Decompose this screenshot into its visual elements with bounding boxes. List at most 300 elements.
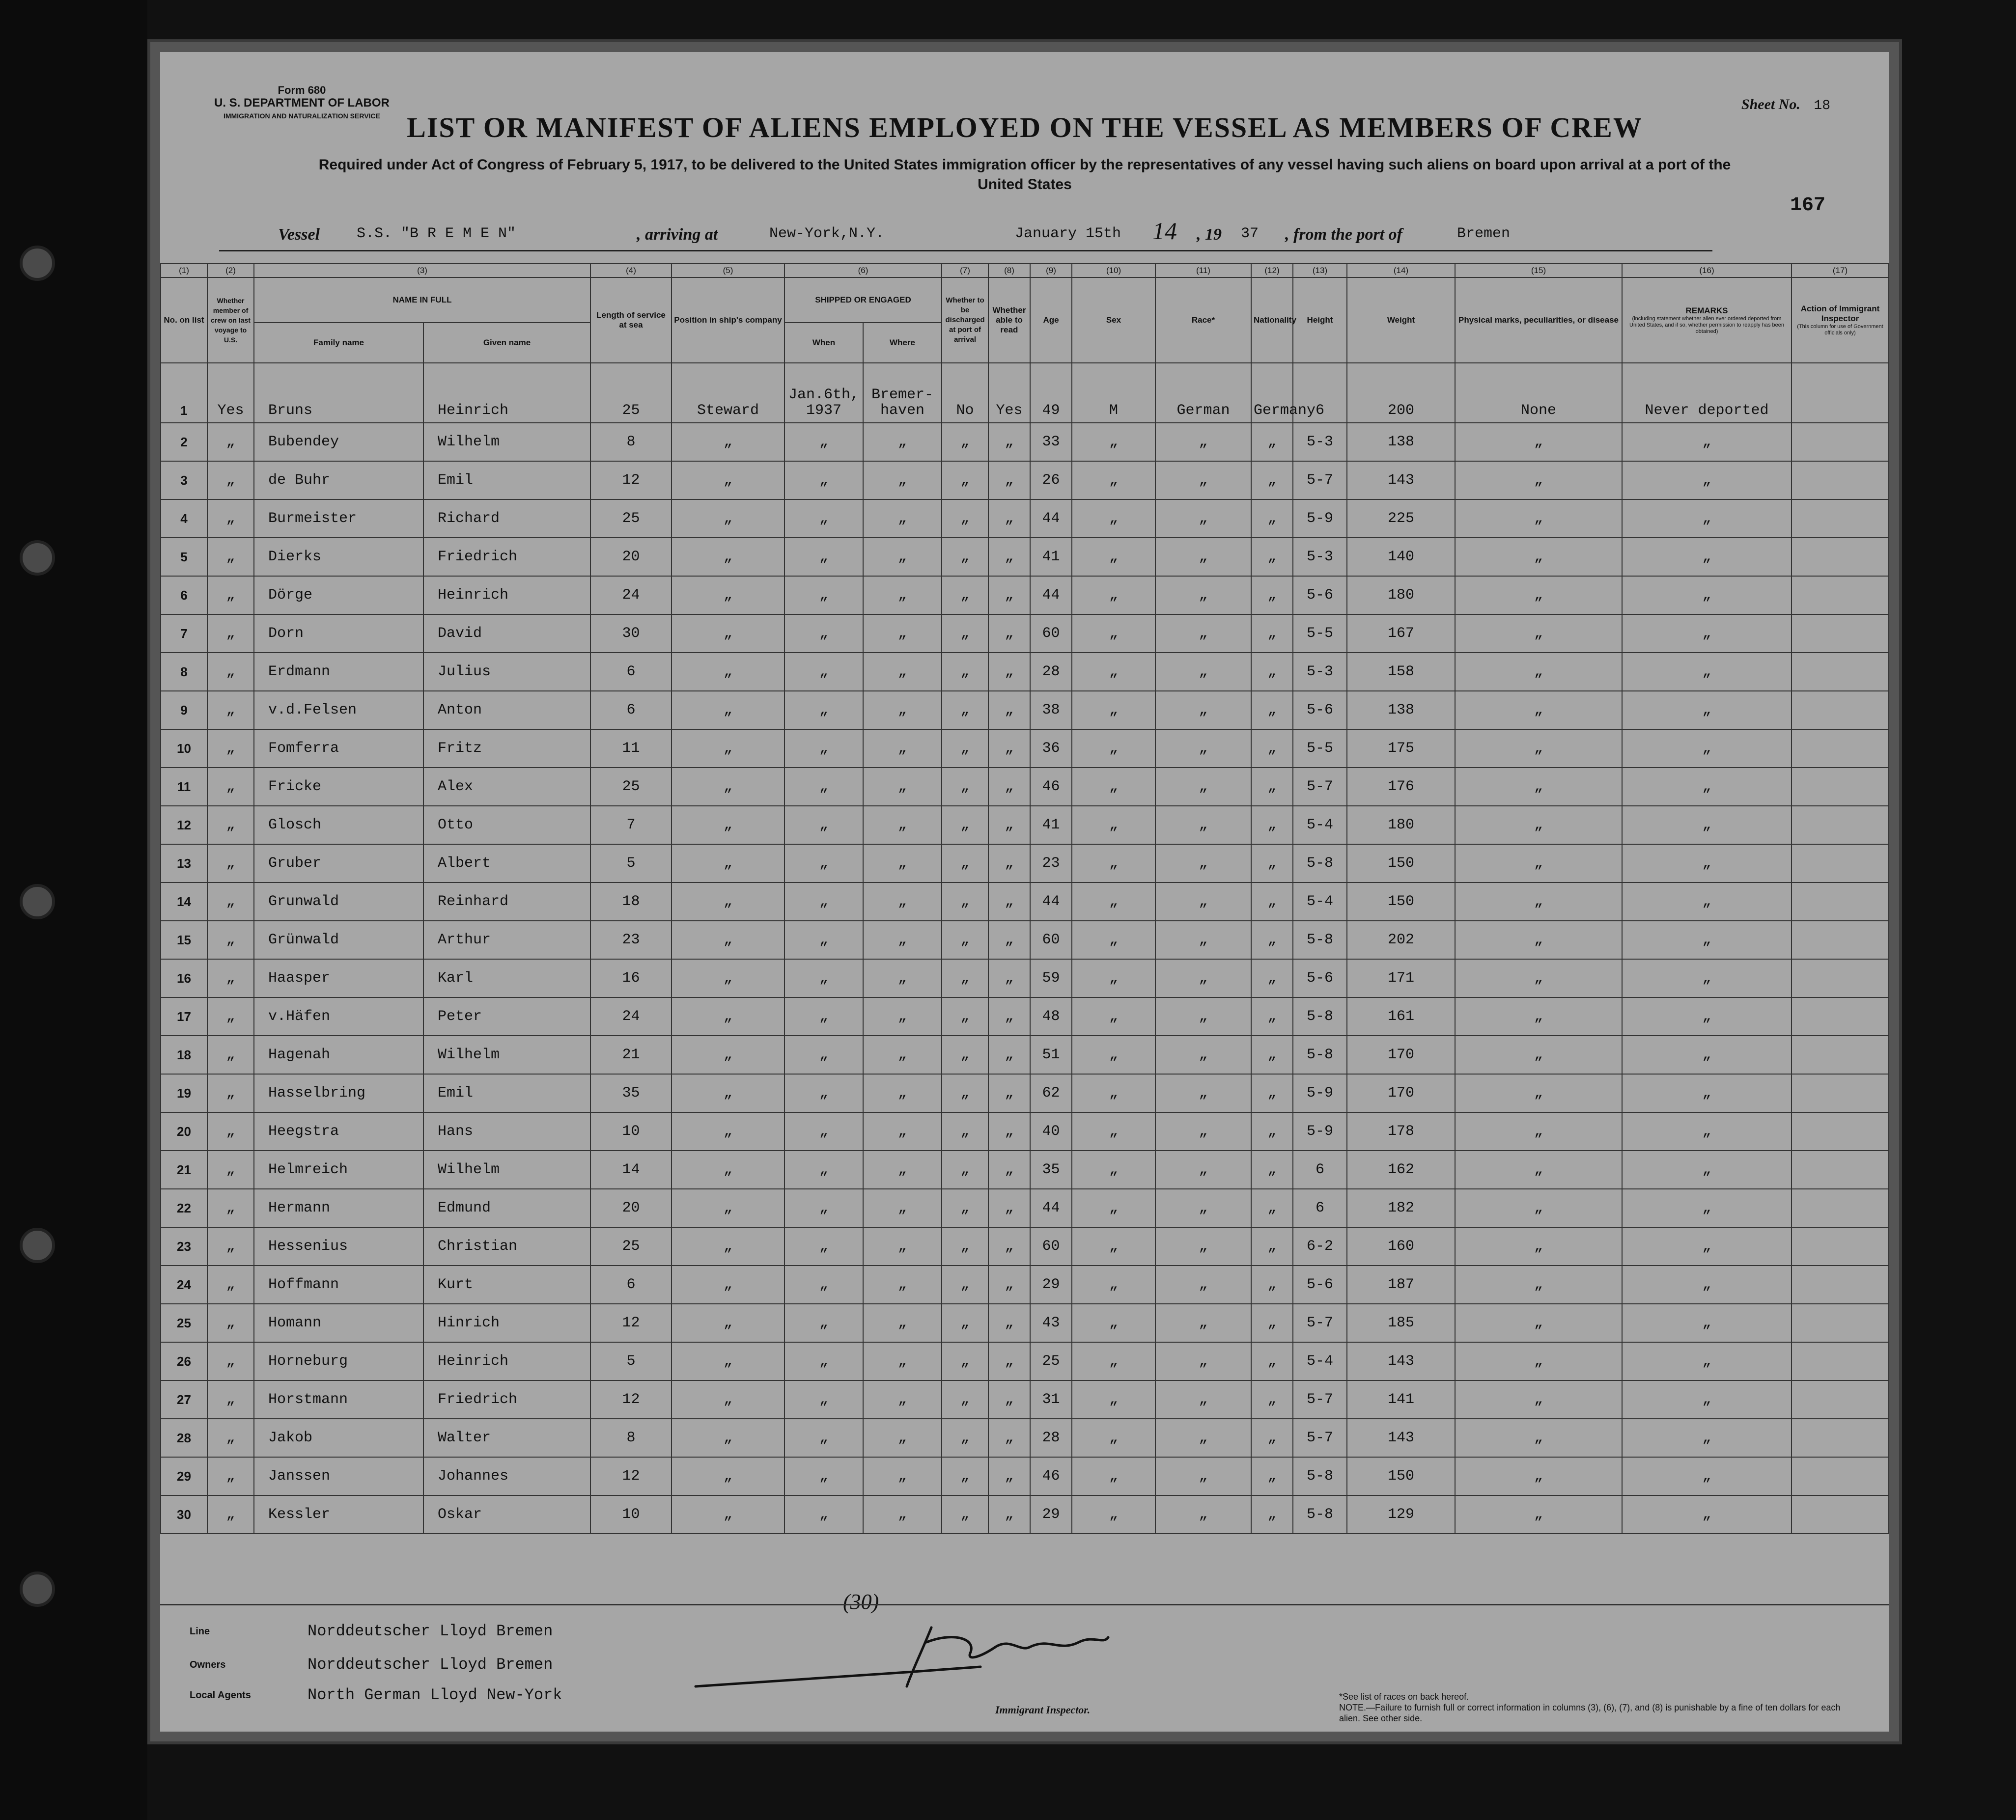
cell-action (1792, 1495, 1889, 1534)
cell-age: 44 (1030, 882, 1072, 921)
cell-sex: „ (1072, 653, 1155, 691)
cell-no: 28 (161, 1419, 207, 1457)
sheet-number-value: 18 (1814, 98, 1830, 113)
cell-discharged: „ (942, 423, 988, 461)
cell-no: 21 (161, 1151, 207, 1189)
cell-family: Bubendey (254, 423, 423, 461)
table-row (161, 882, 1889, 921)
cell-height: 5-9 (1293, 1112, 1347, 1151)
cell-remarks: „ (1622, 461, 1792, 499)
cell-discharged: „ (942, 499, 988, 538)
cell-no: 5 (161, 538, 207, 576)
binder-edge (0, 0, 147, 1820)
cell-nationality: „ (1251, 882, 1293, 921)
cell-read: „ (988, 1304, 1030, 1342)
cell-given: Reinhard (423, 882, 590, 921)
cell-height: 5-8 (1293, 844, 1347, 882)
cell-marks: „ (1455, 1419, 1622, 1457)
binder-hole (20, 540, 55, 576)
cell-given: Kurt (423, 1266, 590, 1304)
cell-no: 26 (161, 1342, 207, 1380)
cell-nationality: „ (1251, 691, 1293, 729)
cell-action (1792, 1457, 1889, 1495)
col-number: (16) (1622, 264, 1792, 277)
cell-service: 11 (590, 729, 672, 768)
table-row (161, 997, 1889, 1036)
cell-service: 8 (590, 423, 672, 461)
manifest-sheet (147, 39, 1902, 1744)
cell-weight: 160 (1347, 1227, 1455, 1266)
cell-nationality: „ (1251, 1380, 1293, 1419)
col-number: (11) (1155, 264, 1251, 277)
cell-no: 23 (161, 1227, 207, 1266)
cell-when: „ (784, 729, 863, 768)
table-row (161, 461, 1889, 499)
cell-no: 3 (161, 461, 207, 499)
cell-member: „ (207, 882, 254, 921)
cell-no: 4 (161, 499, 207, 538)
cell-remarks: „ (1622, 653, 1792, 691)
cell-nationality: „ (1251, 921, 1293, 959)
cell-race: „ (1155, 882, 1251, 921)
cell-where: „ (863, 1419, 942, 1457)
cell-family: Erdmann (254, 653, 423, 691)
cell-service: 12 (590, 1380, 672, 1419)
cell-action (1792, 768, 1889, 806)
cell-family: Horneburg (254, 1342, 423, 1380)
department-name: U. S. DEPARTMENT OF LABOR (214, 96, 390, 110)
cell-family: Helmreich (254, 1151, 423, 1189)
cell-no: 29 (161, 1457, 207, 1495)
cell-age: 44 (1030, 499, 1072, 538)
cell-service: 6 (590, 691, 672, 729)
cell-position: „ (672, 691, 784, 729)
cell-nationality: „ (1251, 1419, 1293, 1457)
cell-age: 60 (1030, 614, 1072, 653)
cell-family: Dorn (254, 614, 423, 653)
cell-sex: „ (1072, 729, 1155, 768)
cell-position: „ (672, 997, 784, 1036)
cell-service: 18 (590, 882, 672, 921)
cell-member: „ (207, 1189, 254, 1227)
cell-service: 6 (590, 653, 672, 691)
cell-when: „ (784, 959, 863, 997)
cell-nationality: „ (1251, 1342, 1293, 1380)
cell-member: „ (207, 1151, 254, 1189)
cell-race: „ (1155, 691, 1251, 729)
cell-member: „ (207, 1304, 254, 1342)
cell-race: „ (1155, 1304, 1251, 1342)
cell-marks: „ (1455, 959, 1622, 997)
cell-marks: „ (1455, 614, 1622, 653)
cell-marks: „ (1455, 844, 1622, 882)
col-number: (7) (942, 264, 988, 277)
cell-no: 13 (161, 844, 207, 882)
cell-sex: „ (1072, 1380, 1155, 1419)
cell-nationality: „ (1251, 729, 1293, 768)
cell-action (1792, 1189, 1889, 1227)
cell-remarks: „ (1622, 1342, 1792, 1380)
cell-nationality: Germany (1251, 363, 1293, 423)
cell-height: 5-8 (1293, 997, 1347, 1036)
table-row (161, 844, 1889, 882)
cell-sex: „ (1072, 1342, 1155, 1380)
cell-sex: „ (1072, 1419, 1155, 1457)
cell-action (1792, 921, 1889, 959)
cell-where: „ (863, 1036, 942, 1074)
header-row-top (161, 277, 1889, 323)
cell-marks: „ (1455, 1074, 1622, 1112)
table-row (161, 423, 1889, 461)
cell-service: 6 (590, 1266, 672, 1304)
cell-sex: „ (1072, 1266, 1155, 1304)
cell-sex: „ (1072, 499, 1155, 538)
cell-no: 20 (161, 1112, 207, 1151)
cell-race: „ (1155, 1342, 1251, 1380)
table-row (161, 363, 1889, 423)
cell-race: German (1155, 363, 1251, 423)
cell-position: „ (672, 1380, 784, 1419)
cell-read: „ (988, 921, 1030, 959)
binder-hole (20, 246, 55, 281)
cell-given: Wilhelm (423, 1036, 590, 1074)
cell-action (1792, 1074, 1889, 1112)
cell-age: 38 (1030, 691, 1072, 729)
header-discharged: Whether to be discharged at port of arrival (942, 277, 988, 363)
cell-given: Emil (423, 1074, 590, 1112)
col-number: (14) (1347, 264, 1455, 277)
cell-where: „ (863, 768, 942, 806)
cell-read: „ (988, 614, 1030, 653)
cell-action (1792, 499, 1889, 538)
cell-discharged: „ (942, 1342, 988, 1380)
cell-position: „ (672, 882, 784, 921)
form-number: Form 680 (278, 84, 326, 96)
cell-member: „ (207, 1380, 254, 1419)
stamp-number: 167 (1790, 194, 1825, 217)
cell-race: „ (1155, 1151, 1251, 1189)
cell-given: Christian (423, 1227, 590, 1266)
cell-weight: 180 (1347, 806, 1455, 844)
cell-weight: 162 (1347, 1151, 1455, 1189)
cell-discharged: „ (942, 729, 988, 768)
cell-sex: „ (1072, 691, 1155, 729)
cell-family: Janssen (254, 1457, 423, 1495)
cell-race: „ (1155, 1495, 1251, 1534)
cell-height: 5-8 (1293, 921, 1347, 959)
col-number: (10) (1072, 264, 1155, 277)
cell-discharged: „ (942, 691, 988, 729)
cell-age: 25 (1030, 1342, 1072, 1380)
cell-where: „ (863, 1189, 942, 1227)
cell-discharged: „ (942, 768, 988, 806)
cell-member: „ (207, 653, 254, 691)
cell-where: „ (863, 1457, 942, 1495)
cell-marks: „ (1455, 653, 1622, 691)
cell-member: „ (207, 1036, 254, 1074)
cell-read: „ (988, 576, 1030, 614)
cell-when: „ (784, 538, 863, 576)
cell-given: Heinrich (423, 576, 590, 614)
footer-notes (1339, 1691, 1855, 1724)
cell-marks: „ (1455, 1189, 1622, 1227)
cell-service: 12 (590, 1304, 672, 1342)
cell-when: „ (784, 1457, 863, 1495)
cell-family-name: Bruns (254, 363, 423, 423)
cell-age: 43 (1030, 1304, 1072, 1342)
table-row (161, 729, 1889, 768)
cell-weight: 187 (1347, 1266, 1455, 1304)
binder-hole (20, 1228, 55, 1263)
cell-action (1792, 1342, 1889, 1380)
cell-marks: „ (1455, 691, 1622, 729)
cell-weight: 178 (1347, 1112, 1455, 1151)
cell-when: „ (784, 768, 863, 806)
header-name-in-full: NAME IN FULL (254, 277, 590, 323)
cell-height: 5-4 (1293, 806, 1347, 844)
cell-member: „ (207, 806, 254, 844)
cell-when: „ (784, 921, 863, 959)
binder-hole (20, 884, 55, 919)
cell-height: 5-6 (1293, 959, 1347, 997)
cell-remarks: „ (1622, 921, 1792, 959)
cell-race: „ (1155, 499, 1251, 538)
cell-marks: „ (1455, 499, 1622, 538)
cell-weight: 225 (1347, 499, 1455, 538)
cell-no: 18 (161, 1036, 207, 1074)
cell-nationality: „ (1251, 653, 1293, 691)
cell-position: „ (672, 1266, 784, 1304)
cell-weight: 143 (1347, 1342, 1455, 1380)
cell-position: „ (672, 653, 784, 691)
cell-marks: „ (1455, 768, 1622, 806)
col-number: (5) (672, 264, 784, 277)
header-remarks (1622, 277, 1792, 363)
cell-remarks: „ (1622, 844, 1792, 882)
cell-action (1792, 423, 1889, 461)
cell-sex: „ (1072, 1074, 1155, 1112)
cell-where: „ (863, 538, 942, 576)
header-no-on-list: No. on list (161, 277, 207, 363)
cell-no: 15 (161, 921, 207, 959)
cell-height: 6-2 (1293, 1227, 1347, 1266)
cell-member: „ (207, 1074, 254, 1112)
cell-service: 24 (590, 576, 672, 614)
cell-action (1792, 1036, 1889, 1074)
cell-marks: „ (1455, 538, 1622, 576)
cell-given: Wilhelm (423, 1151, 590, 1189)
cell-action (1792, 1419, 1889, 1457)
cell-height: 5-4 (1293, 1342, 1347, 1380)
cell-age: 46 (1030, 768, 1072, 806)
cell-action (1792, 1380, 1889, 1419)
cell-member: Yes (207, 363, 254, 423)
cell-where: „ (863, 1266, 942, 1304)
cell-height: 5-7 (1293, 461, 1347, 499)
cell-discharged: „ (942, 1380, 988, 1419)
cell-marks: „ (1455, 576, 1622, 614)
cell-when: „ (784, 499, 863, 538)
cell-marks: „ (1455, 1380, 1622, 1419)
cell-given: Wilhelm (423, 423, 590, 461)
header-race: Race* (1155, 277, 1251, 363)
cell-sex: „ (1072, 1495, 1155, 1534)
local-agents-label: Local Agents (190, 1690, 251, 1701)
table-row (161, 768, 1889, 806)
cell-service: 7 (590, 806, 672, 844)
cell-action (1792, 1112, 1889, 1151)
column-number-row (161, 264, 1889, 277)
cell-discharged: „ (942, 1112, 988, 1151)
cell-given: Julius (423, 653, 590, 691)
cell-service: 12 (590, 1457, 672, 1495)
cell-where: „ (863, 882, 942, 921)
cell-nationality: „ (1251, 1036, 1293, 1074)
cell-no: 27 (161, 1380, 207, 1419)
cell-family: Grünwald (254, 921, 423, 959)
header-given-name: Given name (423, 323, 590, 363)
cell-when: „ (784, 1036, 863, 1074)
table-row (161, 1342, 1889, 1380)
col-number: (8) (988, 264, 1030, 277)
cell-weight: 182 (1347, 1189, 1455, 1227)
cell-race: „ (1155, 1457, 1251, 1495)
cell-given: Anton (423, 691, 590, 729)
cell-race: „ (1155, 1227, 1251, 1266)
cell-remarks: „ (1622, 614, 1792, 653)
cell-where: „ (863, 614, 942, 653)
cell-no: 2 (161, 423, 207, 461)
cell-age: 31 (1030, 1380, 1072, 1419)
cell-read: „ (988, 461, 1030, 499)
cell-weight: 138 (1347, 423, 1455, 461)
cell-discharged: „ (942, 921, 988, 959)
cell-age: 41 (1030, 538, 1072, 576)
cell-remarks: „ (1622, 729, 1792, 768)
cell-service: 12 (590, 461, 672, 499)
cell-service: 25 (590, 363, 672, 423)
cell-race: „ (1155, 1380, 1251, 1419)
cell-race: „ (1155, 997, 1251, 1036)
cell-family: Burmeister (254, 499, 423, 538)
cell-race: „ (1155, 959, 1251, 997)
cell-no: 1 (161, 363, 207, 423)
cell-no: 11 (161, 768, 207, 806)
cell-given: Edmund (423, 1189, 590, 1227)
cell-age: 28 (1030, 653, 1072, 691)
cell-family: Haasper (254, 959, 423, 997)
inspector-label: Immigrant Inspector. (995, 1704, 1091, 1716)
cell-given: Oskar (423, 1495, 590, 1534)
cell-read: „ (988, 1112, 1030, 1151)
cell-height: 5-8 (1293, 1495, 1347, 1534)
cell-nationality: „ (1251, 1189, 1293, 1227)
cell-given: Hans (423, 1112, 590, 1151)
arriving-label: , arriving at (637, 225, 718, 244)
header-action (1792, 277, 1889, 363)
cell-sex: „ (1072, 997, 1155, 1036)
table-row (161, 691, 1889, 729)
cell-family: de Buhr (254, 461, 423, 499)
cell-when: „ (784, 882, 863, 921)
cell-member: „ (207, 1457, 254, 1495)
cell-action (1792, 1227, 1889, 1266)
cell-remarks: „ (1622, 959, 1792, 997)
cell-sex: „ (1072, 1304, 1155, 1342)
cell-given: Alex (423, 768, 590, 806)
cell-age: 49 (1030, 363, 1072, 423)
cell-position: „ (672, 729, 784, 768)
cell-weight: 143 (1347, 1419, 1455, 1457)
header-action-note: (This column for use of Government officials only) (1797, 324, 1883, 336)
cell-height: 5-7 (1293, 1419, 1347, 1457)
cell-weight: 176 (1347, 768, 1455, 806)
table-row (161, 959, 1889, 997)
cell-height: 5-7 (1293, 1380, 1347, 1419)
cell-member: „ (207, 1112, 254, 1151)
cell-nationality: „ (1251, 806, 1293, 844)
col-number: (15) (1455, 264, 1622, 277)
cell-position: „ (672, 959, 784, 997)
cell-position: „ (672, 576, 784, 614)
cell-discharged: „ (942, 1074, 988, 1112)
cell-height: 5-9 (1293, 499, 1347, 538)
table-row (161, 1151, 1889, 1189)
cell-height: 6 (1293, 1151, 1347, 1189)
cell-discharged: „ (942, 806, 988, 844)
cell-sex: „ (1072, 576, 1155, 614)
vessel-line (219, 217, 1712, 251)
cell-position: „ (672, 1189, 784, 1227)
year-prefix: , 19 (1197, 225, 1222, 244)
cell-marks: „ (1455, 921, 1622, 959)
cell-action (1792, 653, 1889, 691)
cell-height: 5-6 (1293, 576, 1347, 614)
cell-when: „ (784, 653, 863, 691)
cell-action (1792, 1266, 1889, 1304)
cell-race: „ (1155, 576, 1251, 614)
cell-family: Fricke (254, 768, 423, 806)
cell-height: 6 (1293, 1189, 1347, 1227)
cell-family: Hessenius (254, 1227, 423, 1266)
document-title: LIST OR MANIFEST OF ALIENS EMPLOYED ON THE VESSEL AS MEMBERS OF CREW (407, 111, 1643, 143)
cell-action (1792, 576, 1889, 614)
cell-marks: None (1455, 363, 1622, 423)
cell-nationality: „ (1251, 1266, 1293, 1304)
cell-where: „ (863, 921, 942, 959)
cell-member: „ (207, 691, 254, 729)
cell-weight: 150 (1347, 844, 1455, 882)
cell-height: 5-6 (1293, 691, 1347, 729)
cell-member: „ (207, 921, 254, 959)
cell-marks: „ (1455, 1266, 1622, 1304)
cell-race: „ (1155, 1266, 1251, 1304)
cell-marks: „ (1455, 461, 1622, 499)
cell-read: „ (988, 423, 1030, 461)
cell-member: „ (207, 768, 254, 806)
cell-no: 7 (161, 614, 207, 653)
cell-nationality: „ (1251, 576, 1293, 614)
cell-action (1792, 959, 1889, 997)
cell-discharged: „ (942, 614, 988, 653)
cell-service: 25 (590, 1227, 672, 1266)
cell-position: „ (672, 806, 784, 844)
cell-member: „ (207, 1227, 254, 1266)
cell-age: 36 (1030, 729, 1072, 768)
col-number: (13) (1293, 264, 1347, 277)
cell-action (1792, 461, 1889, 499)
cell-no: 30 (161, 1495, 207, 1534)
